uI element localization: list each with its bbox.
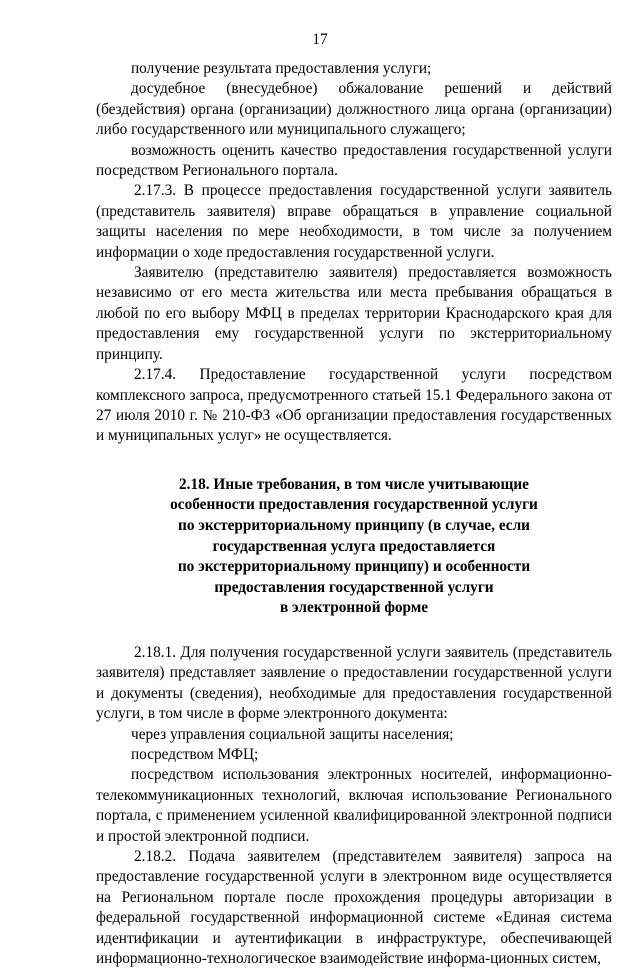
list-item-channel-mfc: посредством МФЦ; xyxy=(131,745,259,763)
paragraph-2-17-3: 2.17.3. В процессе предоставления государственной услуги заявитель (представитель заявителя) вправе обращаться в управление социальной защиты населения по мере необходимости, в том числе за получением информации о ходе предоставления государственной услуги. xyxy=(96,182,612,261)
list-item-channel-uszn: через управления социальной защиты населения; xyxy=(131,725,454,743)
heading-line: предоставления государственной услуги xyxy=(214,578,494,596)
list-item-channel-electronic: посредством использования электронных носителей, информационно-телекоммуникационных технологий, включая использование Регионального портала, с применением усиленной квалифицированной электронной подписи и простой электронной подписи. xyxy=(96,766,612,845)
paragraph-2-18-1: 2.18.1. Для получения государственной услуги заявитель (представитель заявителя) представляет заявление о предоставлении государственной услуги и документы (сведения), необходимые для предоставления государственной услуги, в том числе в форме электронного документа: xyxy=(96,643,612,723)
heading-line: по экстерриториальному принципу) и особенности xyxy=(177,558,531,576)
paragraph-quality: возможность оценить качество предоставления государственной услуги посредством Регионального портала. xyxy=(96,141,612,180)
document-body xyxy=(96,59,612,969)
spacer xyxy=(96,619,612,643)
paragraph-applicant-mfc: Заявителю (представителю заявителя) предоставляется возможность независимо от его места жительства или места пребывания обращаться в любой по его выбору МФЦ в пределах территории Краснодарского края для предоставления ему государственной услуги по экстерриториальному принципу. xyxy=(96,264,612,363)
heading-line: 2.18. Иные требования, в том числе учитывающие xyxy=(179,475,529,493)
heading-line: особенности предоставления государственной услуги xyxy=(170,496,538,514)
paragraph-appeal: досудебное (внесудебное) обжалование решений и действий (бездействия) органа (организации) должностного лица органа (организации) либо государственного или муниципального служащего; xyxy=(96,80,612,139)
page-number: 17 xyxy=(312,31,328,48)
section-heading-2-18 xyxy=(96,475,612,619)
paragraph-result: получение результата предоставления услуги; xyxy=(131,60,432,77)
paragraph-2-17-4: 2.17.4. Предоставление государственной услуги посредством комплексного запроса, предусмотренного статьей 15.1 Федерального закона от 27 июля 2010 г. № 210-ФЗ «Об организации предоставления государственных и муниципальных услуг» не осуществляется. xyxy=(96,366,612,445)
heading-line: государственная услуга предоставляется xyxy=(212,537,496,555)
paragraph-2-18-2: 2.18.2. Подача заявителем (представителем заявителя) запроса на предоставление государственной услуги в электронном виде осуществляется на Региональном портале после прохождения процедуры авторизации в федеральной государственной информационной системе «Единая система идентификации и аутентификации в инфраструктуре, обеспечивающей информационно-технологическое взаимодействие информа-ционных систем, xyxy=(96,847,612,967)
heading-line: в электронной форме xyxy=(279,599,429,617)
heading-line: по экстерриториальному принципу (в случае, если xyxy=(178,516,530,534)
